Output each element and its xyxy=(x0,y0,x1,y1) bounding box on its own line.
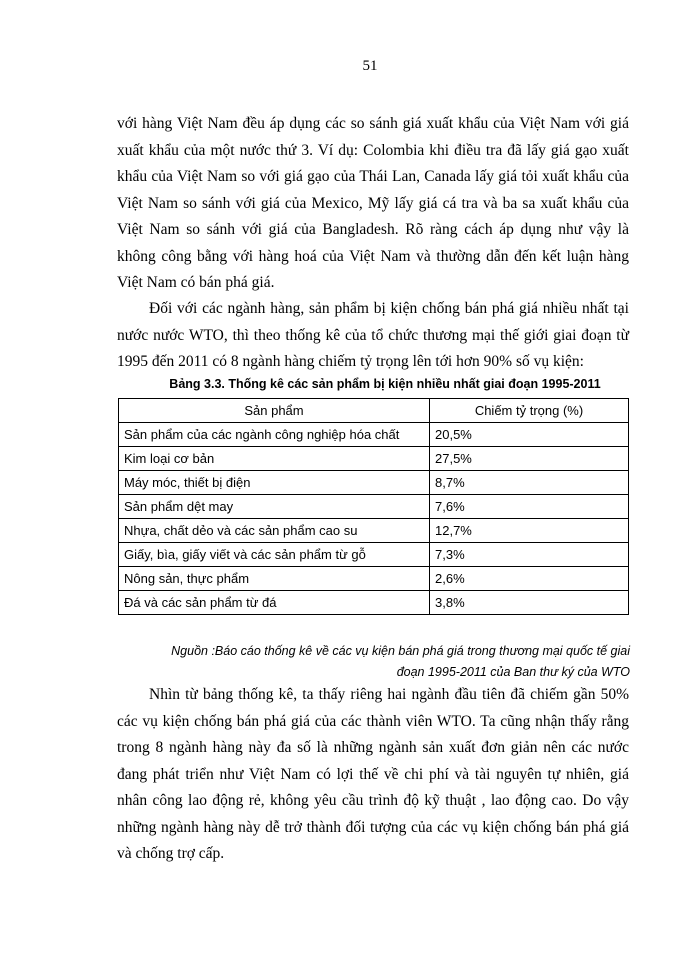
table-row xyxy=(119,543,629,567)
product-cell: Kim loại cơ bản xyxy=(119,447,430,471)
statistics-table xyxy=(118,398,629,615)
share-cell: 12,7% xyxy=(430,519,629,543)
source-line-2: đoạn 1995-2011 của Ban thư ký của WTO xyxy=(396,665,630,679)
product-cell: Sản phẩm của các ngành công nghiệp hóa chất xyxy=(119,423,430,447)
share-cell: 27,5% xyxy=(430,447,629,471)
table-row xyxy=(119,591,629,615)
product-cell: Giấy, bìa, giấy viết và các sản phẩm từ gỗ xyxy=(119,543,430,567)
page-number: 51 xyxy=(362,58,378,74)
table-row xyxy=(119,519,629,543)
header-product: Sản phẩm xyxy=(119,399,430,423)
table-row xyxy=(119,567,629,591)
product-cell: Nhựa, chất dẻo và các sản phẩm cao su xyxy=(119,519,430,543)
paragraph-1: với hàng Việt Nam đều áp dụng các so sánh giá xuất khẩu của Việt Nam với giá xuất khẩu của một nước thứ 3. Ví dụ: Colombia khi điều tra đã lấy giá gạo xuất khẩu của Việt Nam so với giá gạo của Thái Lan, Canada lấy giá tỏi xuất khẩu của Việt Nam so sánh với giá của Mexico, Mỹ lấy giá cá tra và ba sa xuất khẩu của Việt Nam so sánh với giá của Bangladesh. Rõ ràng cách áp dụng như vậy là không công bằng với hàng hoá của Việt Nam và thường dẫn đến kết luận hàng Việt Nam có bán phá giá. xyxy=(117,115,629,291)
table-caption: Bảng 3.3. Thống kê các sản phẩm bị kiện nhiều nhất giai đoạn 1995-2011 xyxy=(169,377,601,391)
product-cell: Máy móc, thiết bị điện xyxy=(119,471,430,495)
share-cell: 8,7% xyxy=(430,471,629,495)
paragraph-2: Đối với các ngành hàng, sản phẩm bị kiện chống bán phá giá nhiều nhất tại nước nước WTO, thì theo thống kê của tổ chức thương mại thế giới giai đoạn từ 1995 đến 2011 có 8 ngành hàng chiếm tỷ trọng lên tới hơn 90% số vụ kiện: xyxy=(117,300,629,370)
product-cell: Sản phẩm dệt may xyxy=(119,495,430,519)
share-cell: 3,8% xyxy=(430,591,629,615)
product-cell: Đá và các sản phẩm từ đá xyxy=(119,591,430,615)
header-share: Chiếm tỷ trọng (%) xyxy=(430,399,629,423)
product-cell: Nông sản, thực phẩm xyxy=(119,567,430,591)
paragraph-3: Nhìn từ bảng thống kê, ta thấy riêng hai ngành đầu tiên đã chiếm gần 50% các vụ kiện chống bán phá giá của các thành viên WTO. Ta cũng nhận thấy rằng trong 8 ngành hàng này đa số là những ngành sản xuất đơn giản nên các nước đang phát triển như Việt Nam có lợi thế về chi phí và tài nguyên tự nhiên, giá nhân công lao động rẻ, không yêu cầu trình độ kỹ thuật , lao động cao. Do vậy những ngành hàng này dễ trở thành đối tượng của các vụ kiện chống bán phá giá và chống trợ cấp. xyxy=(117,686,629,862)
table-row xyxy=(119,471,629,495)
share-cell: 2,6% xyxy=(430,567,629,591)
table-source xyxy=(150,641,630,683)
table-row xyxy=(119,423,629,447)
share-cell: 7,6% xyxy=(430,495,629,519)
share-cell: 20,5% xyxy=(430,423,629,447)
table-header-row xyxy=(119,399,629,423)
table-row xyxy=(119,495,629,519)
source-line-1: Nguồn :Báo cáo thống kê về các vụ kiện bán phá giá trong thương mại quốc tế giai xyxy=(171,644,630,658)
table-row xyxy=(119,447,629,471)
share-cell: 7,3% xyxy=(430,543,629,567)
